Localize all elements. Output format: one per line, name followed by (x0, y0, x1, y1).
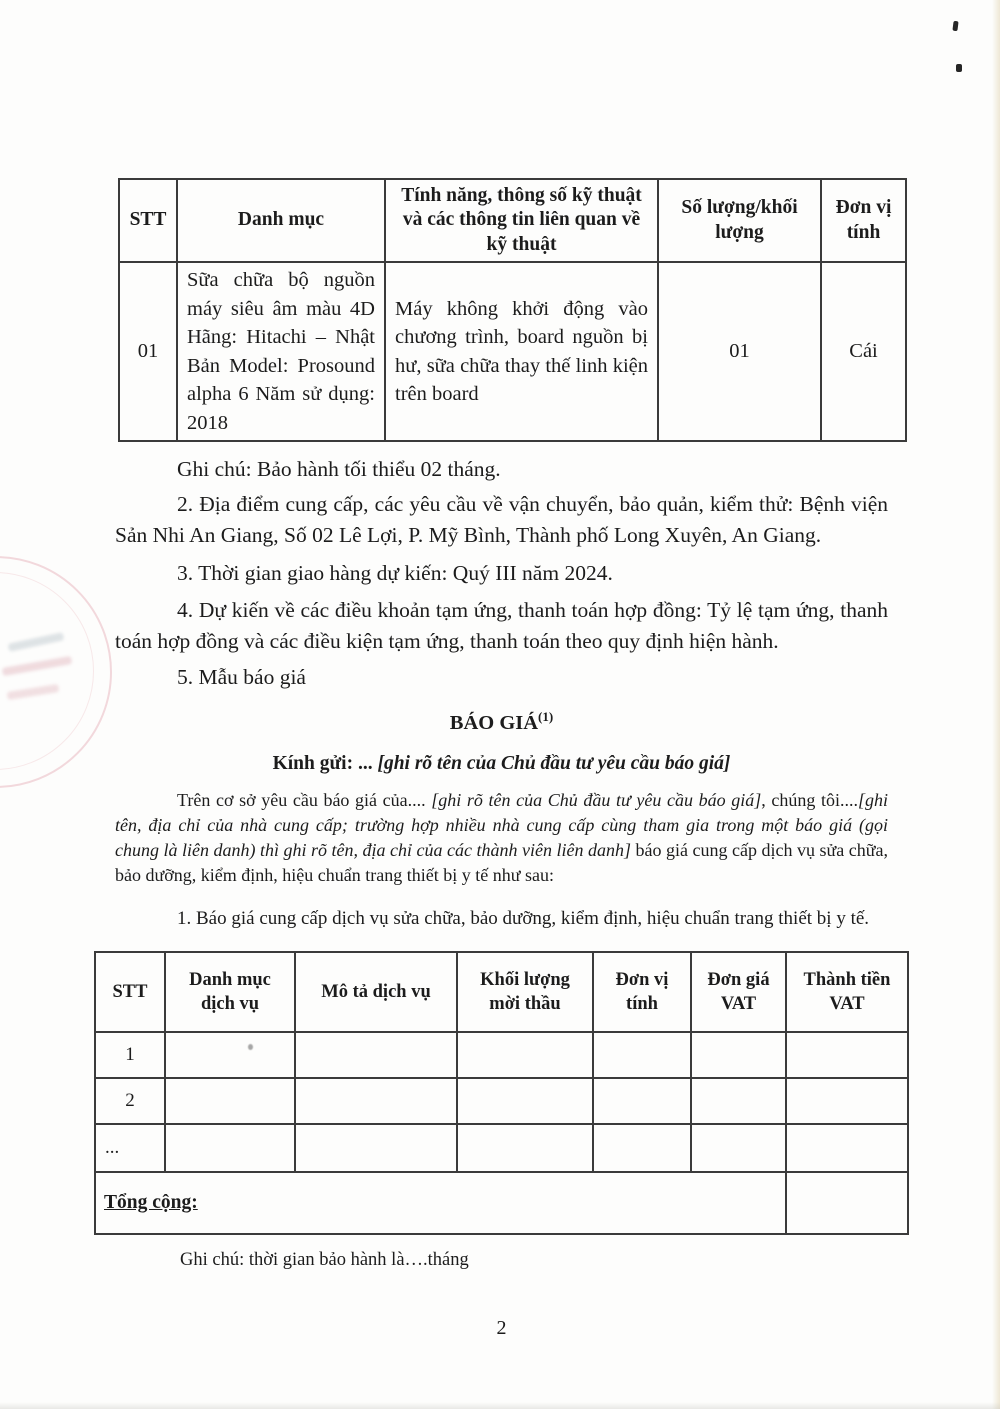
cell-empty (295, 1124, 457, 1172)
page-number: 2 (496, 1316, 507, 1339)
header-stt: STT (119, 179, 177, 262)
cell-stt: 2 (95, 1078, 165, 1124)
intro-text: báo giá cung cấp dịch vụ sửa chữa, bảo dưỡng, kiểm định, hiệu chuẩn trang thiết bị y tế như sau: (115, 839, 888, 885)
section-delivery-location: 2. Địa điểm cung cấp, các yêu cầu về vận chuyển, bảo quản, kiểm thử: Bệnh viện Sản Nhi An Giang, Số 02 Lê Lợi, P. Mỹ Bình, Thành phố Long Xuyên, An Giang. (115, 492, 888, 548)
cell-empty (457, 1032, 593, 1078)
cell-empty (165, 1124, 295, 1172)
header-tinh-nang: Tính năng, thông số kỹ thuật và các thông tin liên quan về kỹ thuật (385, 179, 658, 262)
scan-speck (248, 1044, 253, 1050)
ink-mark (956, 64, 962, 72)
warranty-note: Ghi chú: Bảo hành tối thiểu 02 tháng. (177, 457, 501, 482)
cell-quantity: 01 (658, 262, 821, 441)
quote-title (115, 701, 888, 739)
header-don-vi-tinh: Đơn vị tính (593, 952, 691, 1032)
header-so-luong: Số lượng/khối lượng (658, 179, 821, 262)
header-mo-ta-dich-vu: Mô tả dịch vụ (295, 952, 457, 1032)
cell-empty (593, 1078, 691, 1124)
table-row (119, 262, 906, 441)
section-payment-terms: 4. Dự kiến về các điều khoản tạm ứng, thanh toán hợp đồng: Tỷ lệ tạm ứng, thanh toán hợp đồng và các điều kiện tạm ứng, thanh toán theo quy định hiện hành. (115, 598, 888, 654)
cell-item-description: Sữa chữa bộ nguồn máy siêu âm màu 4D Hãng: Hitachi – Nhật Bản Model: Prosound alpha 6 Năm sử dụng: 2018 (177, 262, 385, 441)
intro-placeholder: [ghi rõ tên của Chủ đầu tư yêu cầu báo giá] (431, 789, 762, 810)
salutation-placeholder: [ghi rõ tên của Chủ đầu tư yêu cầu báo giá] (377, 752, 731, 774)
quote-item-1: 1. Báo giá cung cấp dịch vụ sửa chữa, bảo dưỡng, kiểm định, hiệu chuẩn trang thiết bị y tế. (177, 907, 870, 929)
equipment-table (118, 178, 907, 442)
cell-total-amount (786, 1172, 908, 1234)
salutation-label: Kính gửi: ... (272, 752, 378, 774)
intro-text: Trên cơ sở yêu cầu báo giá của.... (177, 789, 432, 810)
scan-edge-shadow (992, 0, 1000, 1409)
intro-placeholder: [ghi tên, địa chỉ của nhà cung cấp; trường hợp nhiều nhà cung cấp cùng tham gia trong một báo giá (gọi chung là liên danh) thì ghi rõ tên, địa chỉ của các thành viên liên danh] (115, 789, 888, 860)
header-danh-muc-dich-vu: Danh mục dịch vụ (165, 952, 295, 1032)
ink-mark (952, 21, 958, 32)
cell-empty (691, 1078, 786, 1124)
cell-empty (165, 1032, 295, 1078)
cell-empty (295, 1078, 457, 1124)
scan-edge-shadow (0, 1402, 1000, 1409)
section-delivery-time: 3. Thời gian giao hàng dự kiến: Quý III năm 2024. (177, 561, 613, 586)
header-don-gia-vat: Đơn giá VAT (691, 952, 786, 1032)
equipment-table-header-row (119, 179, 906, 262)
document-content (94, 178, 907, 1360)
total-label: Tổng cộng: (95, 1172, 786, 1234)
cell-spec: Máy không khởi động vào chương trình, board nguồn bị hư, sữa chữa thay thế linh kiện trên board (385, 262, 658, 441)
quote-title-text: BÁO GIÁ (449, 711, 539, 734)
cell-unit: Cái (821, 262, 906, 441)
header-khoi-luong: Khối lượng mời thầu (457, 952, 593, 1032)
table-row (95, 1078, 908, 1124)
cell-empty (786, 1078, 908, 1124)
cell-stt: 1 (95, 1032, 165, 1078)
section-quote-form-label: 5. Mẫu báo giá (177, 665, 306, 690)
cell-stt: 01 (119, 262, 177, 441)
header-thanh-tien-vat: Thành tiền VAT (786, 952, 908, 1032)
header-don-vi: Đơn vị tính (821, 179, 906, 262)
cell-empty (786, 1124, 908, 1172)
cell-empty (786, 1032, 908, 1078)
cell-empty (457, 1078, 593, 1124)
cell-empty (593, 1032, 691, 1078)
table-row (95, 1032, 908, 1078)
total-row (95, 1172, 908, 1234)
quote-table (94, 951, 909, 1235)
cell-empty (691, 1124, 786, 1172)
quote-title-footnote-ref: (1) (538, 709, 554, 725)
quote-table-header-row (95, 952, 908, 1032)
cell-stt: ... (95, 1124, 165, 1172)
cell-empty (457, 1124, 593, 1172)
cell-empty (593, 1124, 691, 1172)
cell-empty (295, 1032, 457, 1078)
cell-empty (165, 1078, 295, 1124)
header-danh-muc: Danh mục (177, 179, 385, 262)
header-stt: STT (95, 952, 165, 1032)
intro-text: , chúng tôi.... (761, 789, 858, 810)
footer-warranty-note: Ghi chú: thời gian bảo hành là….tháng (180, 1249, 469, 1270)
salutation-line (115, 748, 888, 779)
cell-empty (691, 1032, 786, 1078)
intro-paragraph (115, 788, 888, 888)
table-row (95, 1124, 908, 1172)
